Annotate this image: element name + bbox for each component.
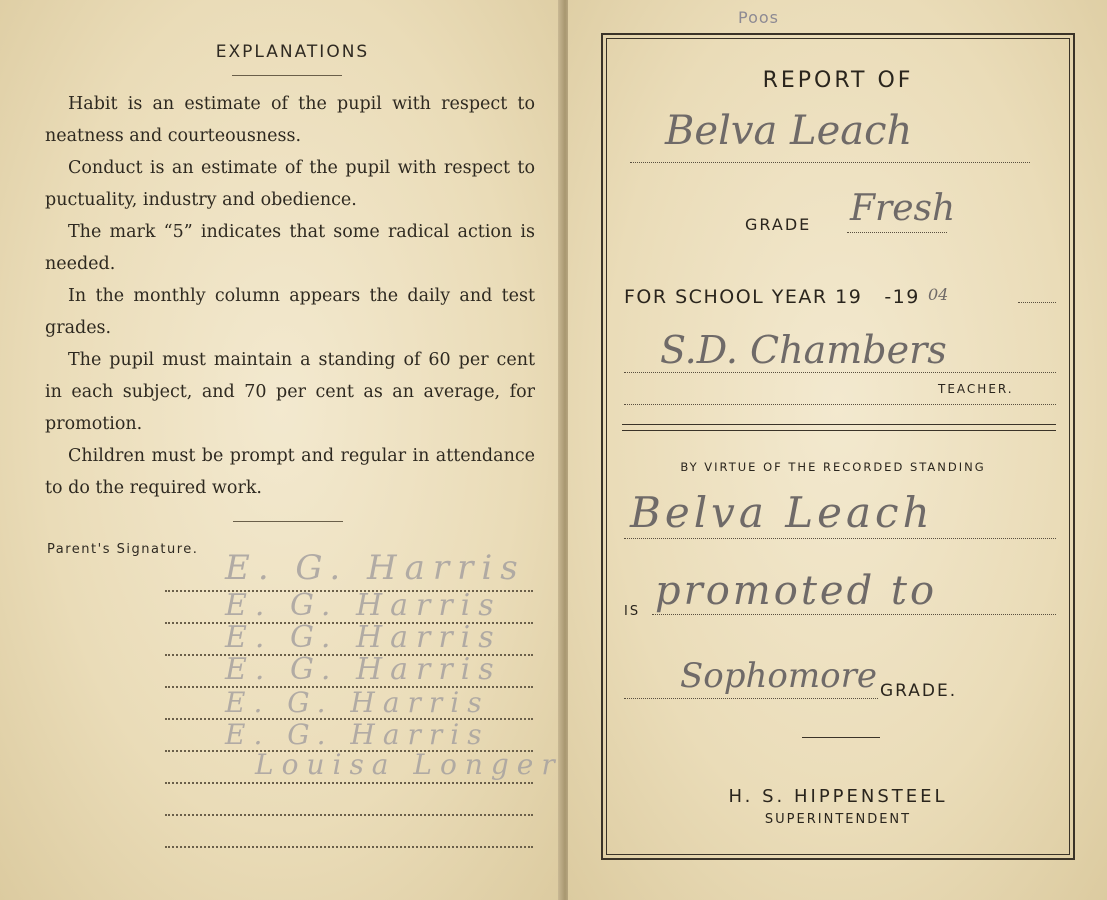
superintendent-title: SUPERINTENDENT [764,812,912,827]
report-title: REPORT OF [762,68,914,93]
promoted-text-line [652,614,1056,615]
parent-signature: E. G. Harris [225,548,526,588]
teacher-name-handwritten: S.D. Chambers [660,328,947,372]
promoted-student-line [624,538,1056,539]
explanation-conduct: Conduct is an estimate of the pupil with respect to puctuality, industry and obedience. [45,158,535,210]
parent-signature: E. G. Harris [225,718,490,751]
explanation-promotion-standing: The pupil must maintain a standing of 60 per cent in each subject, and 70 per cent as an average, for promotion. [45,350,535,434]
teacher-line [624,372,1056,373]
student-name-line [630,162,1030,163]
school-year-line [1018,302,1056,303]
virtue-statement: BY VIRTUE OF THE RECORDED STANDING [680,460,986,474]
grade-line [847,232,947,233]
next-grade-handwritten: Sophomore [680,656,877,696]
is-label: IS [624,604,641,619]
signature-divider [233,521,343,522]
promoted-student-handwritten: Belva Leach [630,488,934,537]
explanation-habit: Habit is an estimate of the pupil with respect to neatness and courteousness. [45,94,535,146]
parent-signature: Louisa Longer [255,748,563,781]
promoted-text-handwritten: promoted to [655,568,938,614]
parent-signature: E. G. Harris [225,620,502,655]
explanation-monthly-column: In the monthly column appears the daily and test grades. [45,286,535,338]
parent-signature: E. G. Harris [225,686,490,719]
pencil-note: Poos [738,8,779,27]
parent-signature: E. G. Harris [225,588,502,623]
school-year-suffix: -19 [884,286,920,308]
grade-suffix-label: GRADE. [880,681,958,701]
signature-line [165,814,533,816]
teacher-line-2 [624,404,1056,405]
signature-line [165,782,533,784]
student-name-handwritten: Belva Leach [665,108,913,154]
teacher-label: TEACHER. [938,382,1014,396]
school-year-label [624,286,920,308]
grade-value-handwritten: Fresh [850,188,956,229]
signature-line [165,846,533,848]
next-grade-line [624,698,878,699]
superintendent-name: H. S. HIPPENSTEEL [728,786,948,807]
grade-label: GRADE [745,215,812,234]
explanation-attendance: Children must be prompt and regular in attendance to do the required work. [45,446,535,498]
parent-signature: E. G. Harris [225,652,502,687]
title-divider [232,75,342,76]
superintendent-divider [802,737,880,738]
explanation-mark-5: The mark “5” indicates that some radical action is needed. [45,222,535,274]
school-year-digits: 04 [928,285,949,304]
section-divider [622,430,1056,431]
section-divider [622,424,1056,425]
school-year-prefix: FOR SCHOOL YEAR 19 [624,286,863,308]
parent-signature-label: Parent's Signature. [47,542,199,557]
explanations-title: EXPLANATIONS [215,42,370,62]
report-border-inner [606,38,1070,855]
